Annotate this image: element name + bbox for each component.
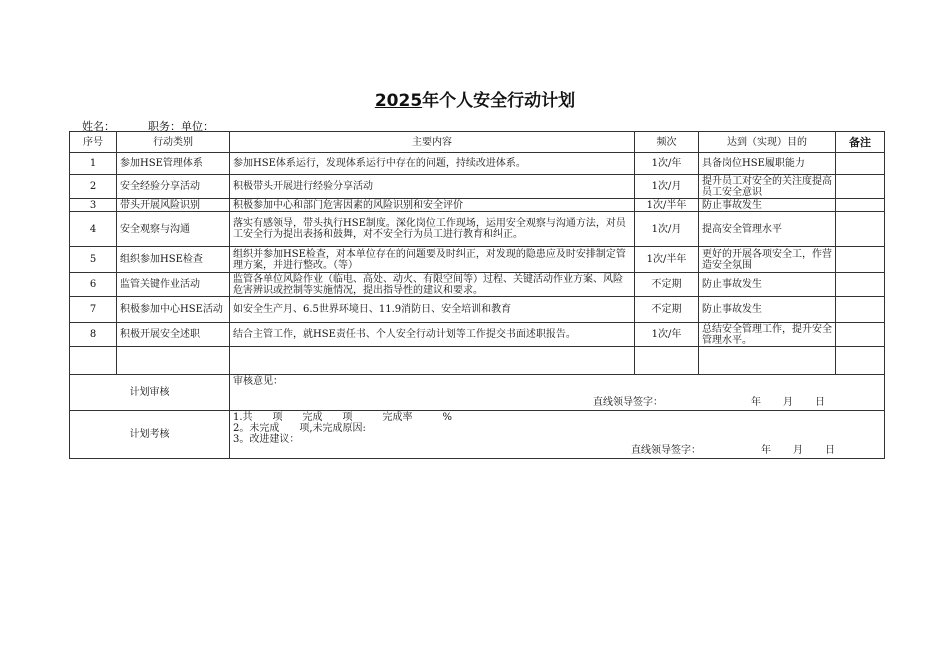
cell-category: 监管关键作业活动 [117, 273, 230, 297]
action-plan-table [69, 131, 885, 459]
cell-note [836, 273, 885, 297]
table-row [70, 212, 885, 247]
cell-frequency: 1次/半年 [635, 247, 699, 273]
cell-no: 4 [70, 212, 117, 247]
cell-note [836, 323, 885, 347]
col-header-content: 主要内容 [230, 132, 635, 153]
review-row [70, 375, 885, 411]
table-row [70, 323, 885, 347]
cell-category: 安全经验分享活动 [117, 175, 230, 199]
cell-no: 7 [70, 297, 117, 323]
assess-line-1: 1.共 项 完成 项 完成率 % [233, 412, 453, 423]
cell-no: 8 [70, 323, 117, 347]
cell-category: 参加HSE管理体系 [117, 153, 230, 175]
table-row [70, 175, 885, 199]
cell-goal: 防止事故发生 [699, 199, 836, 212]
assess-line-2: 2。未完成 项,未完成原因: [233, 423, 366, 434]
assess-cell [230, 411, 885, 459]
cell-frequency: 不定期 [635, 297, 699, 323]
page-title [0, 86, 950, 111]
review-sign-label: 直线领导签字： [593, 397, 663, 408]
cell-goal: 总结安全管理工作，提升安全管理水平。 [699, 323, 836, 347]
cell-no: 1 [70, 153, 117, 175]
cell-frequency: 不定期 [635, 273, 699, 297]
col-header-goal: 达到（实现）目的 [699, 132, 836, 153]
table-row-empty [70, 347, 885, 375]
cell-note [836, 199, 885, 212]
cell-content: 组织并参加HSE检查，对本单位存在的问题要及时纠正，对发现的隐患应及时安排制定管理方案，并进行整改。（等） [230, 247, 635, 273]
table-header-row [70, 132, 885, 153]
cell-category: 积极参加中心HSE活动 [117, 297, 230, 323]
review-day: 日 [815, 397, 825, 408]
table-row [70, 297, 885, 323]
assess-signature [233, 445, 881, 456]
cell-goal: 防止事故发生 [699, 297, 836, 323]
cell-category: 安全观察与沟通 [117, 212, 230, 247]
title-text: 年个人安全行动计划 [422, 91, 576, 111]
position-label: 职务：单位： [148, 120, 214, 133]
review-cell [230, 375, 885, 411]
cell-frequency: 1次/月 [635, 175, 699, 199]
cell-goal: 防止事故发生 [699, 273, 836, 297]
col-header-no: 序号 [70, 132, 117, 153]
assess-year: 年 [761, 445, 771, 456]
cell-note [836, 297, 885, 323]
cell-frequency: 1次/月 [635, 212, 699, 247]
cell-goal: 提升员工对安全的关注度提高员工安全意识 [699, 175, 836, 199]
name-label: 姓名： [82, 120, 115, 133]
cell-frequency: 1次/半年 [635, 199, 699, 212]
cell-content: 参加HSE体系运行，发现体系运行中存在的问题，持续改进体系。 [230, 153, 635, 175]
cell-content: 监管各单位风险作业（临电、高处、动火、有限空间等）过程、关键活动作业方案、风险危害辨识或控制等实施情况，提出指导性的建议和要求。 [230, 273, 635, 297]
review-signature [233, 397, 881, 408]
cell-no: 3 [70, 199, 117, 212]
table-row [70, 273, 885, 297]
col-header-note: 备注 [836, 132, 885, 153]
assess-month: 月 [793, 445, 803, 456]
cell-content: 落实有感领导，带头执行HSE制度。深化岗位工作现场，运用安全观察与沟通方法，对员工安全行为提出表扬和鼓舞，对不安全行为员工进行教育和纠正。 [230, 212, 635, 247]
cell-note [836, 153, 885, 175]
cell-no: 2 [70, 175, 117, 199]
review-opinion: 审核意见： [233, 376, 283, 387]
cell-note [836, 247, 885, 273]
cell-category: 组织参加HSE检查 [117, 247, 230, 273]
review-year: 年 [751, 397, 761, 408]
table-row [70, 153, 885, 175]
table-row [70, 199, 885, 212]
cell-note [836, 175, 885, 199]
cell-note [836, 212, 885, 247]
col-header-category: 行动类别 [117, 132, 230, 153]
cell-goal: 具备岗位HSE履职能力 [699, 153, 836, 175]
cell-category: 积极开展安全述职 [117, 323, 230, 347]
cell-goal: 更好的开展各项安全工，作营造安全氛围 [699, 247, 836, 273]
cell-content: 结合主管工作，就HSE责任书、个人安全行动计划等工作提交书面述职报告。 [230, 323, 635, 347]
cell-content: 积极参加中心和部门危害因素的风险识别和安全评价 [230, 199, 635, 212]
assess-line-3: 3。改进建议： [233, 434, 300, 445]
cell-frequency: 1次/年 [635, 323, 699, 347]
title-year: 2025 [374, 91, 423, 111]
assess-row [70, 411, 885, 459]
review-label: 计划审核 [70, 375, 230, 411]
assess-sign-label: 直线领导签字： [631, 445, 701, 456]
cell-category: 带头开展风险识别 [117, 199, 230, 212]
cell-no: 6 [70, 273, 117, 297]
review-month: 月 [783, 397, 793, 408]
col-header-frequency: 频次 [635, 132, 699, 153]
cell-goal: 提高安全管理水平 [699, 212, 836, 247]
cell-no: 5 [70, 247, 117, 273]
cell-content: 如安全生产月、6.5世界环境日、11.9消防日、安全培训和教育 [230, 297, 635, 323]
assess-label: 计划考核 [70, 411, 230, 459]
cell-frequency: 1次/年 [635, 153, 699, 175]
cell-content: 积极带头开展进行经验分享活动 [230, 175, 635, 199]
assess-day: 日 [825, 445, 835, 456]
table-row [70, 247, 885, 273]
